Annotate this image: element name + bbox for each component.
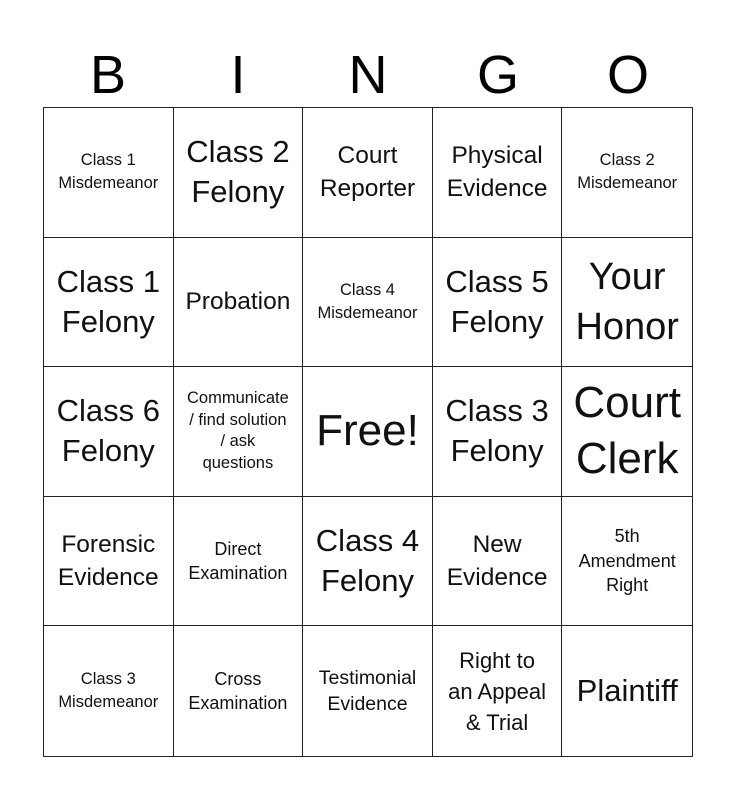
cell-text: Probation — [185, 288, 291, 316]
bingo-cell-r1c5[interactable] — [562, 108, 692, 238]
cell-text: Class 3 Felony — [445, 393, 549, 469]
bingo-cell-r5c4[interactable] — [433, 626, 563, 756]
header-letter-b: B — [89, 45, 127, 105]
bingo-cell-r4c3[interactable] — [303, 497, 433, 627]
bingo-cell-r2c3[interactable] — [303, 238, 433, 368]
cell-text: Physical Evidence — [446, 142, 548, 203]
cell-text: Class 6 Felony — [56, 393, 160, 469]
bingo-cell-r5c5[interactable] — [562, 626, 692, 756]
bingo-cell-r4c2[interactable] — [174, 497, 304, 627]
bingo-cell-r4c5[interactable] — [562, 497, 692, 627]
bingo-cell-r5c2[interactable] — [174, 626, 304, 756]
bingo-cell-r5c3[interactable] — [303, 626, 433, 756]
cell-text: Class 1 Felony — [56, 263, 160, 339]
bingo-cell-r2c2[interactable] — [174, 238, 304, 368]
cell-text: Class 3 Misdemeanor — [58, 670, 159, 712]
bingo-cell-r2c5[interactable] — [562, 238, 692, 368]
cell-text: Class 2 Misdemeanor — [577, 151, 678, 193]
cell-text: New Evidence — [446, 531, 548, 592]
bingo-cell-r1c1[interactable] — [44, 108, 174, 238]
bingo-cell-r3c2[interactable] — [174, 367, 304, 497]
cell-text: Forensic Evidence — [57, 531, 159, 592]
header-letter-o: O — [606, 45, 649, 105]
cell-text: Court Reporter — [319, 142, 416, 203]
header-letter-n: N — [348, 45, 388, 105]
header-letter-i: I — [230, 45, 246, 105]
cell-text: Cross Examination — [188, 669, 288, 714]
bingo-header — [43, 44, 693, 106]
bingo-board — [43, 107, 693, 757]
cell-text: Right to an Appeal & Trial — [448, 647, 547, 735]
cell-text: Class 2 Felony — [186, 134, 290, 210]
cell-text: Class 1 Misdemeanor — [58, 151, 159, 193]
cell-text: Class 5 Felony — [445, 263, 549, 339]
cell-text: Court Clerk — [573, 378, 681, 484]
cell-text: Class 4 Felony — [315, 523, 420, 599]
cell-text: 5th Amendment Right — [578, 526, 676, 596]
bingo-cell-r1c3[interactable] — [303, 108, 433, 238]
header-letter-g: G — [476, 45, 519, 105]
bingo-cell-r3c4[interactable] — [433, 367, 563, 497]
bingo-cell-r3c5[interactable] — [562, 367, 692, 497]
cell-text: Direct Examination — [188, 539, 288, 584]
bingo-cell-r1c2[interactable] — [174, 108, 304, 238]
cell-text: Plaintiff — [576, 673, 678, 709]
bingo-cell-r5c1[interactable] — [44, 626, 174, 756]
bingo-cell-r3c1[interactable] — [44, 367, 174, 497]
cell-text: Your Honor — [575, 255, 679, 348]
cell-text: Testimonial Evidence — [318, 667, 417, 716]
free-space-text: Free! — [316, 406, 419, 456]
bingo-cell-r4c1[interactable] — [44, 497, 174, 627]
bingo-cell-r2c1[interactable] — [44, 238, 174, 368]
bingo-cell-r4c4[interactable] — [433, 497, 563, 627]
bingo-cell-r2c4[interactable] — [433, 238, 563, 368]
cell-text: Communicate / find solution / ask questions — [186, 389, 289, 472]
cell-text: Class 4 Misdemeanor — [317, 280, 418, 322]
bingo-cell-r1c4[interactable] — [433, 108, 563, 238]
bingo-cell-free[interactable] — [303, 367, 433, 497]
